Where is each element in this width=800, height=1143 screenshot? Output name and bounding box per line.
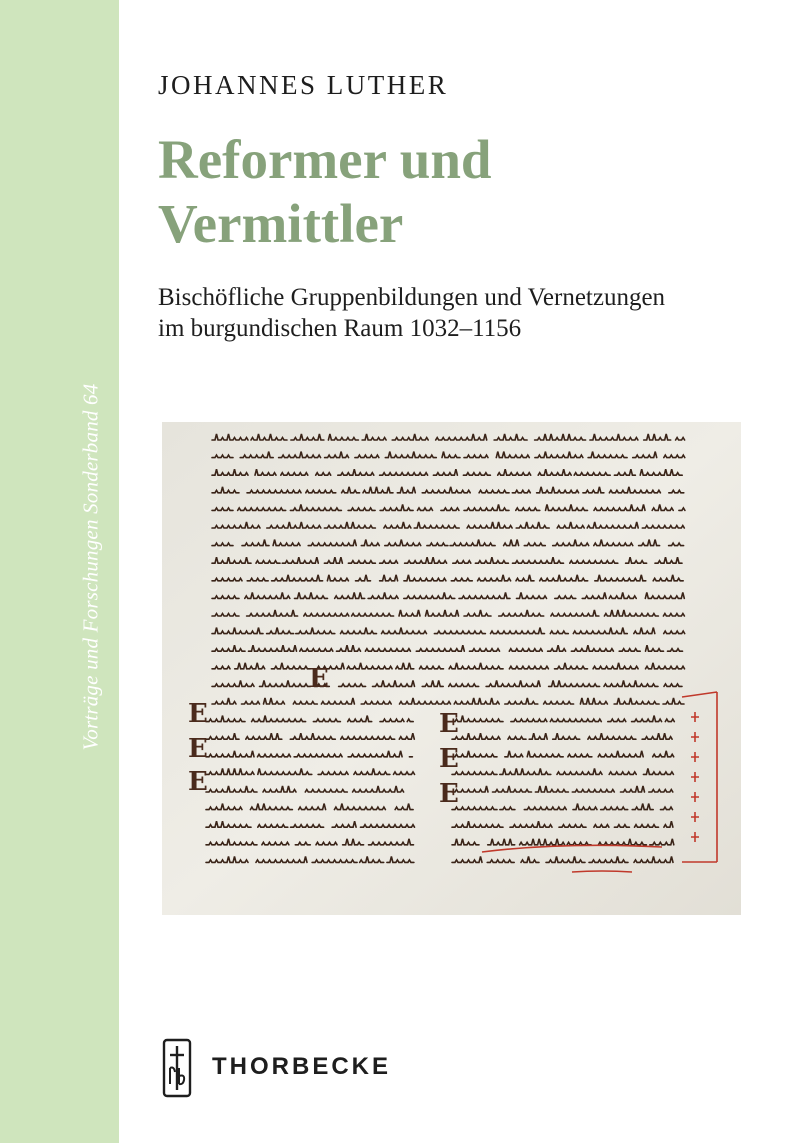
series-title: Vorträge und Forschungen Sonderband 64 [78,383,103,751]
book-title-line-2: Vermittler [158,193,404,254]
book-subtitle [158,282,758,344]
publisher-name: THORBECKE [212,1053,392,1080]
author-name: JOHANNES LUTHER [158,70,449,100]
subtitle-line-1: Bischöfliche Gruppenbildungen und Vernetzungen [158,284,666,311]
thorbecke-logo-icon [162,1038,192,1098]
manuscript-image [162,422,741,915]
initial-capital: E [188,767,208,797]
initial-capital: E [309,664,329,694]
initial-capital: E [188,699,208,729]
initial-capital: E [439,779,459,809]
initial-capital: E [188,734,208,764]
book-title-line-1: Reformer und [158,129,492,190]
subtitle-line-2: im burgundischen Raum 1032–1156 [158,315,522,342]
initial-capital: E [439,709,459,739]
initial-capital: E [439,744,459,774]
series-spine [0,0,119,1143]
book-title [158,128,718,256]
